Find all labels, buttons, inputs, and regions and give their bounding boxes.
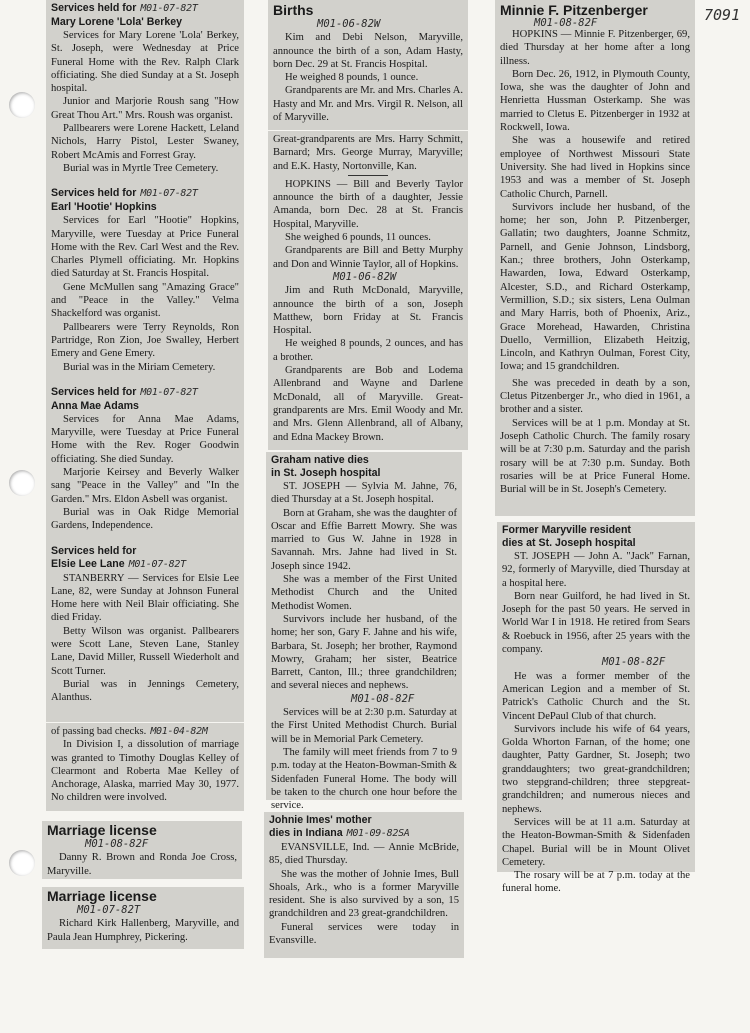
- paragraph: Burial was in Oak Ridge Memorial Gardens, Independence.: [51, 506, 239, 532]
- paragraph: Born near Guilford, he had lived in St. Joseph for the past 50 years. He served in World War I in 1918. He retired from Sears & Roebuck in 1956, after 25 years with the company.: [502, 590, 690, 656]
- paragraph: Born at Graham, she was the daughter of Oscar and Effie Barrett Mowry. She was married to Gus W. Jahne in 1928 in Savannah. Mrs. Jahne had lived in St. Joseph since 1942.: [271, 507, 457, 572]
- clipping-heading: Services held for M01-07-82T: [51, 385, 198, 398]
- clipping-heading: Services held for: [51, 544, 137, 557]
- clipping-heading: Johnie Imes' mother: [269, 814, 372, 826]
- paragraph: Survivors include her husband, of the home; her son, Gary F. Jahne and his wife, Barbara, St. Joseph; her brother, Raymond Mowry, Graham; her sister, Beatrice Barrett, Canton, Ill.; three grandchildren; and several nieces and nephews.: [271, 613, 457, 692]
- paragraph: Burial was in the Miriam Cemetery.: [63, 361, 216, 373]
- paragraph: EVANSVILLE, Ind. — Annie McBride, 85, died Thursday.: [269, 842, 459, 867]
- paragraph: Services for Anna Mae Adams, Maryville, were Tuesday at Price Funeral Home with the Rev. Roger Goodwin officiating. She died Sunday.: [51, 413, 239, 465]
- clipping-births: [268, 0, 468, 130]
- paragraph: Gene McMullen sang "Amazing Grace" and "Peace in the Valley." Velma Shackelford was organist.: [51, 281, 239, 320]
- clipping-farnan-obituary: [497, 522, 695, 895]
- paragraph: Burial was in Jennings Cemetery, Alanthus.: [51, 678, 239, 704]
- clipping-heading: Mary Lorene 'Lola' Berkey: [51, 16, 183, 28]
- clipping-heading: Services held for M01-07-82T: [51, 2, 198, 14]
- paragraph: HOPKINS — Minnie F. Pitzenberger, 69, died Thursday at her home after a long illness.: [500, 29, 690, 67]
- clipping-heading: Graham native dies: [271, 454, 369, 466]
- paragraph: The family will meet friends from 7 to 9 p.m. today at the Heaton-Bowman-Smith & Sidenfaden Funeral Home. The body will be taken to the church one hour before the service.: [271, 746, 457, 812]
- paragraph: She was a member of the First United Methodist Church and the United Methodist Women.: [271, 574, 457, 612]
- separator-rule: [348, 175, 388, 176]
- paragraph: He weighed 8 pounds, 2 ounces, and has a brother.: [273, 338, 463, 363]
- handwritten-date: M01-08-82F: [85, 838, 149, 850]
- clipping-heading: in St. Joseph hospital: [271, 467, 381, 479]
- paragraph: Services will be at 1 p.m. Monday at St. Joseph Catholic Church. The family rosary will be at 7:30 p.m. Saturday and the parish rosary will be at 7:30 p.m. Sunday. Both rosaries will be at Price Funeral Home. Burial will be in St. Joseph's Cemetery.: [500, 417, 690, 496]
- clipping-title: Births: [273, 2, 314, 18]
- clipping-heading: Services held for M01-07-82T: [51, 187, 198, 200]
- handwritten-date: M01-08-82F: [351, 692, 415, 705]
- clipping-heading: Former Maryville resident: [502, 524, 631, 536]
- paragraph: Born Dec. 26, 1912, in Plymouth County, Iowa, she was the daughter of John and Henrietta Hussman Osterkamp. She was married to Cletus E. Pitzenberger in 1932 at Rockwell, Iowa.: [500, 68, 690, 134]
- punch-hole: [9, 850, 35, 876]
- clipping-title: Minnie F. Pitzenberger: [500, 2, 648, 18]
- handwritten-date: M01-07-82T: [77, 904, 141, 916]
- clipping-heading: dies in Indiana M01-09-82SA: [269, 827, 410, 839]
- clipping-mcbride-obituary: [264, 812, 464, 958]
- paragraph: Funeral services were today in Evansville.: [269, 921, 459, 947]
- paragraph: HOPKINS — Bill and Beverly Taylor announce the birth of a daughter, Jessie Amanda, born Dec. 28 at St. Francis Hospital, Maryville.: [273, 178, 463, 230]
- handwritten-date: M01-06-82W: [317, 18, 381, 30]
- paragraph: Survivors include her husband, of the home; her son, John P. Pitzenberger, Gallatin; two daughters, Joanne Schmitz, Parnell, and Genie Johnson, Lindsborg, Kan.; three brothers, John Osterkamp, Hawarden, Iowa, Edward Osterkamp, Alcester, S.D., and Richard Osterkamp, Vermillion, S.D.; six sisters, Lena Oulman and Mary Harris, both of Phoenix, Ariz., Grace Morehead, Hawarden, Christina Duello, Vermillion, Elizabeth Heitzig, Lincoln, and Kathryn Oulman, Forest City, Iowa; and 15 grandchildren.: [500, 201, 690, 373]
- clipping-jahne-obituary: [266, 452, 462, 812]
- paragraph: He weighed 8 pounds, 1 ounce.: [285, 72, 419, 84]
- paragraph: She weighed 6 pounds, 11 ounces.: [285, 232, 431, 244]
- clipping-births-continued: [268, 131, 468, 450]
- clipping-heading: Earl 'Hootie' Hopkins: [51, 201, 157, 214]
- paragraph: Grandparents are Bill and Betty Murphy and Don and Winnie Taylor, all of Hopkins.: [273, 245, 463, 270]
- paragraph: Services will be at 11 a.m. Saturday at the Heaton-Bowman-Smith & Sidenfaden Chapel. Burial will be in Mount Olivet Cemetery.: [502, 816, 690, 868]
- clipping-services-column: [46, 0, 244, 722]
- clipping-court-news: [46, 723, 244, 811]
- paragraph: Jim and Ruth McDonald, Maryville, announce the birth of a son, Joseph Matthew, born Friday at St. Francis Hospital.: [273, 285, 463, 337]
- clipping-heading: Anna Mae Adams: [51, 399, 139, 412]
- paragraph: Burial was in Myrtle Tree Cemetery.: [63, 162, 219, 174]
- paragraph: Richard Kirk Hallenberg, Maryville, and Paula Jean Humphrey, Pickering.: [47, 918, 239, 943]
- punch-hole: [9, 92, 35, 118]
- paragraph: Services will be at 2:30 p.m. Saturday at the First United Methodist Church. Burial will be in Memorial Park Cemetery.: [271, 707, 457, 745]
- paragraph: She was the mother of Johnie Imes, Bull Shoals, Ark., who is a former Maryville resident. She is also survived by a son, 15 grandchildren and 23 great-grandchildren.: [269, 868, 459, 920]
- paragraph: Services for Earl "Hootie" Hopkins, Maryville, were Tuesday at Price Funeral Home with the Rev. Carl West and the Rev. Charles Plymell officiating. Mr. Hopkins died Saturday at St. Francis Hospital.: [51, 215, 239, 280]
- paragraph: In Division I, a dissolution of marriage was granted to Timothy Douglas Kelley of Clearmont and Roberta Mae Kelley of Anchorage, Alaska, married May 30, 1977. No children were involved.: [51, 739, 239, 804]
- paragraph: The rosary will be at 7 p.m. today at the funeral home.: [502, 870, 690, 895]
- paragraph: Great-grandparents are Mrs. Harry Schmitt, Barnard; Mrs. George Murray, Maryville; and E.K. Hasty, Nortonville, Kan.: [273, 134, 463, 172]
- paragraph: Grandparents are Bob and Lodema Allenbrand and Wayne and Darlene McDonald, all of Maryville. Great-grandparents are Mrs. Emil Woody and Mr. and Mrs. Glenn Allenbrand, all of Albany, and Edna Mackey Brown.: [273, 365, 463, 443]
- paragraph: Danny R. Brown and Ronda Joe Cross, Maryville.: [47, 852, 237, 877]
- paragraph: STANBERRY — Services for Elsie Lee Lane, 82, were Sunday at Johnson Funeral Home here with Neil Blair officiating. She died Friday.: [51, 572, 239, 624]
- paragraph: ST. JOSEPH — Sylvia M. Jahne, 76, died Thursday at a St. Joseph hospital.: [271, 481, 457, 506]
- handwritten-date: M01-08-82F: [534, 17, 598, 29]
- page-number: 7091: [704, 6, 741, 24]
- handwritten-date: M01-08-82F: [602, 656, 666, 669]
- clipping-pitzenberger-obituary: [495, 0, 695, 516]
- clipping-marriage-license: [42, 887, 244, 949]
- paragraph: Kim and Debi Nelson, Maryville, announce the birth of a son, Adam Hasty, born Dec. 29 at St. Francis Hospital.: [273, 32, 463, 70]
- clipping-title: Marriage license: [47, 822, 157, 838]
- clipping-heading: dies at St. Joseph hospital: [502, 537, 636, 549]
- handwritten-date: M01-06-82W: [333, 270, 397, 283]
- clipping-title: Marriage license: [47, 888, 157, 904]
- paragraph: She was a housewife and retired employee of Northwest Missouri State University. She had lived in Hopkins since 1953 and was a member of St. Joseph Catholic Church, Parnell.: [500, 135, 690, 200]
- clipping-heading: Elsie Lee Lane M01-07-82T: [51, 557, 186, 570]
- paragraph: Marjorie Keirsey and Beverly Walker sang "Peace in the Valley" and "In the Garden." Mrs. Eldon Asbell was organist.: [51, 467, 239, 505]
- paragraph: He was a former member of the American Legion and a member of St. Patrick's Catholic Church and the St. Vincent DePaul Club of that church.: [502, 670, 690, 722]
- paragraph: Junior and Marjorie Roush sang "How Great Thou Art." Mrs. Roush was organist.: [51, 96, 239, 121]
- paragraph: ST. JOSEPH — John A. "Jack" Farnan, 92, formerly of Maryville, died Thursday at a hospital here.: [502, 551, 690, 589]
- punch-hole: [9, 470, 35, 496]
- paragraph: She was preceded in death by a son, Cletus Pitzenberger Jr., who died in 1961, a brother and a sister.: [500, 377, 690, 416]
- paragraph: Survivors include his wife of 64 years, Golda Whorton Farnan, of the home; one daughter, Patty Gardner, St. Joseph; two granddaughters; two great-grandchildren; two stepgrand-children; three stepgreat-grandchildren; and numerous nieces and nephews.: [502, 723, 690, 815]
- paragraph: Services for Mary Lorene 'Lola' Berkey, St. Joseph, were Wednesday at Price Funeral Home with the Rev. Ralph Clark officiating. She died Sunday at a St. Joseph hospital.: [51, 30, 239, 95]
- clipping-marriage-license: [42, 821, 242, 879]
- paragraph: of passing bad checks. M01-04-82M: [51, 726, 208, 737]
- paragraph: Pallbearers were Terry Reynolds, Ron Partridge, Ron Zion, Joe Swalley, Herbert Emery and Gene Emery.: [51, 321, 239, 360]
- paragraph: Pallbearers were Lorene Hackett, Leland Nichols, Harry Pistol, Lester Swaney, Robert McAmis and Forrest Gray.: [51, 123, 239, 161]
- paragraph: Betty Wilson was organist. Pallbearers were Scott Lane, Steven Lane, Stanley Lane, David Miller, Russell Wiederholt and Scott Turner.: [51, 625, 239, 677]
- paragraph: Grandparents are Mr. and Mrs. Charles A. Hasty and Mr. and Mrs. Virgil R. Nelson, all of Maryville.: [273, 85, 463, 124]
